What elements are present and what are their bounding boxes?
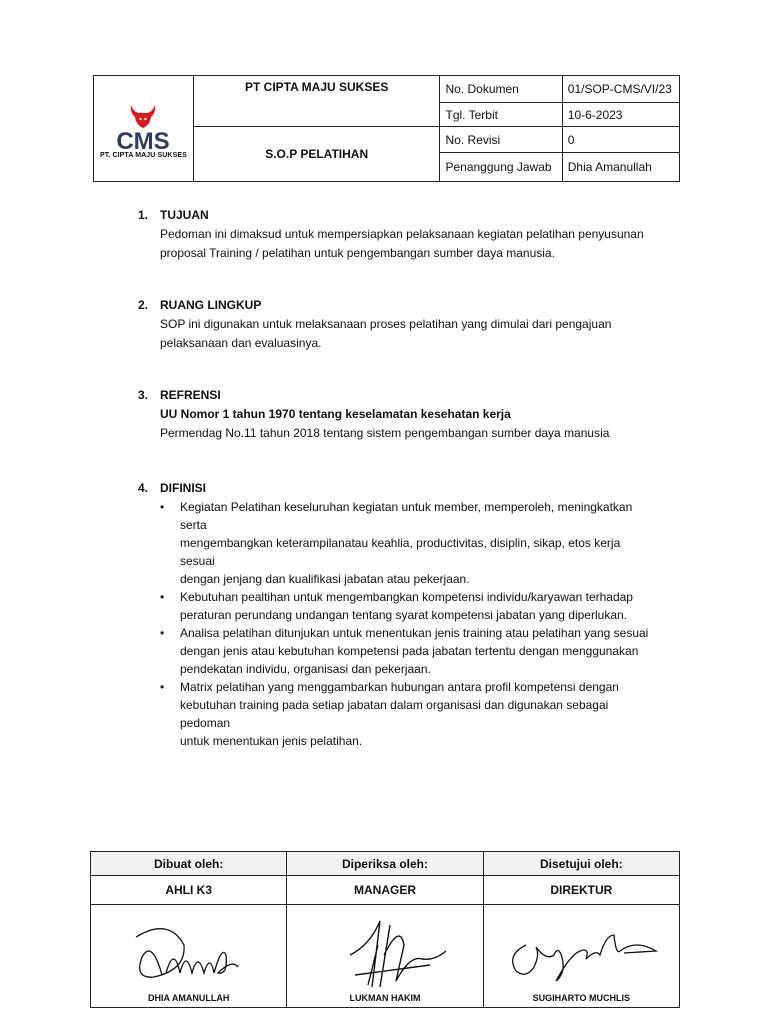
bullet-icon: •: [160, 626, 165, 640]
list-item: [138, 588, 658, 624]
list-item-line: Kegiatan Pelatihan keseluruhan kegiatan untuk member, memperoleh, meningkatkan serta: [180, 500, 633, 532]
section-line: pelaksanaan dan evaluasinya.: [160, 336, 322, 350]
meta-value-doc-no: 01/SOP-CMS/VI/23: [562, 76, 679, 103]
role-ahli-k3: AHLI K3: [91, 876, 287, 905]
list-item-line: kebutuhan training pada setiap jabatan dalam organisasi dan digunakan sebagai pedoman: [180, 698, 609, 730]
approved-by-header: Disetujui oleh:: [483, 852, 679, 876]
signer-name: SUGIHARTO MUCHLIS: [532, 993, 630, 1003]
signer-name: DHIA AMANULLAH: [148, 993, 230, 1003]
list-item: [138, 498, 658, 588]
logo-subtitle: PT. CIPTA MAJU SUKSES: [99, 151, 187, 159]
meta-label-issue-date: Tgl. Terbit: [440, 103, 562, 127]
section-heading: [138, 206, 658, 225]
section-title: RUANG LINGKUP: [160, 298, 262, 312]
company-logo: [94, 99, 193, 159]
section-title: DIFINISI: [160, 481, 207, 495]
bullet-icon: •: [160, 680, 165, 694]
signature-table: [90, 851, 680, 1008]
bullet-icon: •: [160, 500, 165, 514]
logo-cell: [94, 76, 194, 182]
made-by-header: Dibuat oleh:: [91, 852, 287, 876]
company-name: PT CIPTA MAJU SUKSES: [193, 76, 440, 127]
role-direktur: DIREKTUR: [483, 876, 679, 905]
list-item-line: untuk menentukan jenis pelatihan.: [180, 734, 363, 748]
list-item-line: Kebutuhan pealtihan untuk mengembangkan kompetensi individu/karyawan terhadap: [180, 590, 633, 604]
meta-label-responsible: Penanggung Jawab: [440, 153, 562, 182]
logo-text: CMS: [116, 127, 171, 151]
list-item-line: dengan jenjang dan kualifikasi jabatan atau pekerjaan.: [180, 572, 470, 586]
signature-image: [114, 915, 264, 993]
list-item-line: dengan jenis atau kebutuhan kompetensi pada jabatan tertentu dengan menggunakan: [180, 644, 639, 658]
section-line: Pedoman ini dimaksud untuk mempersiapkan pelaksanaan kegiatan pelatihan penyusunan: [160, 227, 644, 241]
definition-list: [138, 498, 658, 750]
approval-table: [90, 851, 680, 1008]
meta-label-revision: No. Revisi: [440, 127, 562, 153]
section-number: 3.: [138, 388, 149, 402]
section-number: 4.: [138, 481, 149, 495]
header-table: [93, 75, 680, 182]
meta-label-doc-no: No. Dokumen: [440, 76, 562, 103]
meta-value-issue-date: 10-6-2023: [562, 103, 679, 127]
section-title: REFRENSI: [160, 388, 221, 402]
list-item-line: peraturan perundang undangan tentang syarat kompetensi jabatan yang diperlukan.: [180, 608, 627, 622]
list-item: [138, 624, 658, 678]
section-number: 1.: [138, 208, 149, 222]
signer-name: LUKMAN HAKIM: [349, 993, 421, 1003]
signature-image: [310, 915, 460, 993]
list-item-line: pendekatan individu, organisasi dan pekerjaan.: [180, 662, 431, 676]
signature-image: [496, 915, 666, 993]
section-title: TUJUAN: [160, 208, 209, 222]
section-line: SOP ini digunakan untuk melaksanaan proses pelatihan yang dimulai dari pengajuan: [160, 317, 612, 331]
section-heading: [138, 296, 658, 315]
role-manager: MANAGER: [287, 876, 483, 905]
list-item: [138, 678, 658, 750]
document-title: S.O.P PELATIHAN: [193, 127, 440, 182]
meta-value-revision: 0: [562, 127, 679, 153]
signature-cell-2: [287, 905, 483, 1008]
bull-icon: [98, 99, 188, 151]
reference-regulation: Permendag No.11 tahun 2018 tentang sistem pengembangan sumber daya manusia: [160, 426, 610, 440]
meta-value-responsible: Dhia Amanullah: [562, 153, 679, 182]
list-item-line: Analisa pelatihan ditunjukan untuk menentukan jenis training atau pelatihan yang sesuai: [180, 626, 649, 640]
section-tujuan: [138, 206, 658, 263]
section-heading: [138, 479, 658, 498]
signature-cell-1: [91, 905, 287, 1008]
section-number: 2.: [138, 298, 149, 312]
list-item-line: Matrix pelatihan yang menggambarkan hubungan antara profil kompetensi dengan: [180, 680, 619, 694]
section-line: proposal Training / pelatihan untuk pengembangan sumber daya manusia.: [160, 246, 555, 260]
document-header: [93, 75, 680, 181]
reference-law: UU Nomor 1 tahun 1970 tentang keselamatan kesehatan kerja: [160, 407, 511, 421]
list-item-line: mengembangkan keterampilanatau keahlia, productivitas, disiplin, sikap, etos kerja sesuai: [180, 536, 621, 568]
bullet-icon: •: [160, 590, 165, 604]
section-heading: [138, 386, 658, 405]
section-refrensi: [138, 386, 658, 443]
signature-cell-3: [483, 905, 679, 1008]
checked-by-header: Diperiksa oleh:: [287, 852, 483, 876]
section-ruang-lingkup: [138, 296, 658, 353]
section-difinisi: [138, 479, 658, 750]
